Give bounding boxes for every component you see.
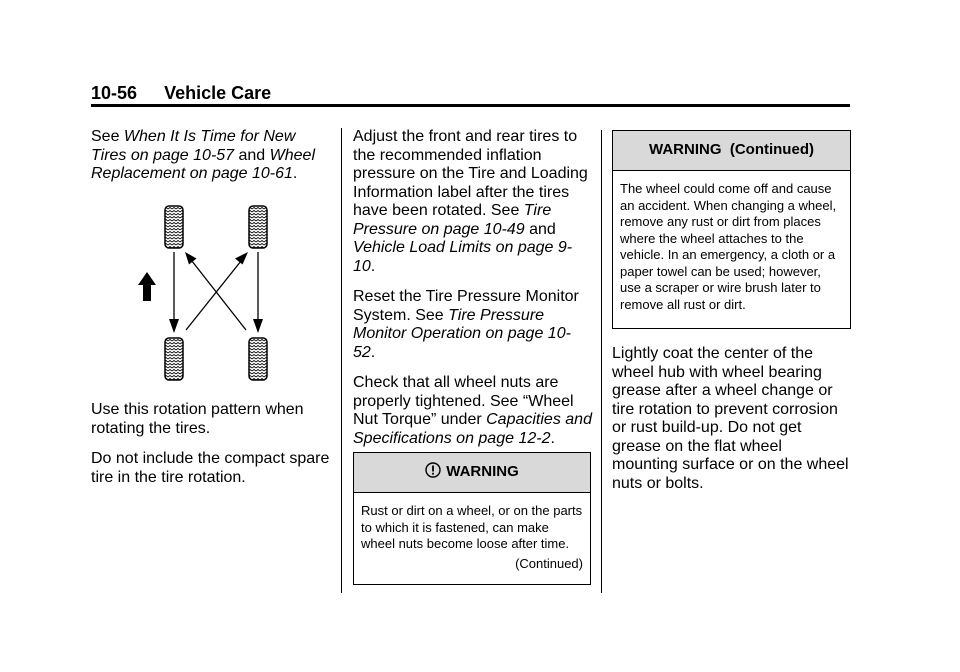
cross-reference: Tire Pressure Monitor Operation on page 10-52 (353, 306, 571, 361)
warning-header (613, 131, 850, 171)
paragraph (353, 374, 593, 448)
warning-box-continued (612, 130, 851, 329)
column-1 (91, 128, 331, 196)
text: . (292, 165, 298, 182)
warning-text: The wheel could come off and cause an accident. When changing a wheel, remove any rust or dirt from places where the wheel attaches to the vehicle. In an emergency, a cloth or a paper towel can be used; however, use a scraper or wire brush later to remove all rust or dirt. (620, 181, 837, 312)
warning-title: WARNING (Continued) (649, 141, 814, 159)
column-divider (601, 130, 602, 593)
text: and (524, 220, 556, 238)
cross-reference: Tire Pressure on page 10-49 (353, 202, 552, 238)
header-rule (91, 104, 850, 107)
text: . (370, 343, 376, 361)
paragraph: Do not include the compact spare tire in the tire rotation. (91, 450, 330, 486)
page-number: 10-56 (91, 83, 138, 103)
forward-arrow-icon (138, 272, 156, 301)
page-header (91, 83, 271, 104)
paragraph (353, 128, 593, 276)
text: See (91, 128, 124, 145)
continued-label: (Continued) (515, 555, 583, 571)
warning-title: WARNING (446, 463, 519, 481)
warning-body (613, 171, 850, 319)
text: Adjust the front and rear tires to the recommended inflation pressure on the Tire and Loading Information label after the tires have been rotated. See (353, 128, 588, 219)
tire-rotation-diagram (128, 198, 294, 388)
warning-box (353, 452, 591, 585)
text: and (234, 146, 270, 164)
text: Reset the Tire Pressure Monitor System. See (353, 288, 579, 324)
warning-body (354, 493, 590, 578)
cross-reference: Wheel Replacement on page 10-61 (91, 146, 316, 182)
paragraph: Lightly coat the center of the wheel hub with wheel bearing grease after a wheel change or tire rotation to prevent corrosion or rust build-up. Do not get grease on the flat wheel mounting surface or on the wheel nuts or bolts. (612, 345, 849, 492)
arrow-icon (185, 252, 246, 330)
cross-reference: When It Is Time for New Tires on page 10-57 (91, 128, 296, 164)
tire-icon (165, 206, 183, 248)
arrow-icon (186, 252, 248, 330)
paragraph (353, 288, 593, 362)
arrow-icon (253, 252, 263, 333)
cross-reference: Capacities and Specifications on page 12-2 (353, 411, 592, 447)
cross-reference: Vehicle Load Limits on page 9-10 (353, 239, 573, 275)
text: . (550, 429, 555, 447)
text: Check that all wheel nuts are properly tightened. See “Wheel Nut Torque” under (353, 374, 574, 428)
warning-text: Rust or dirt on a wheel, or on the parts to which it is fastened, can make wheel nuts become loose after time. (361, 503, 583, 551)
rotation-pattern-svg (128, 198, 294, 388)
paragraph-see-refs (91, 128, 331, 184)
tire-icon (249, 206, 267, 248)
paragraph: Use this rotation pattern when rotating the tires. (91, 401, 304, 437)
arrow-icon (169, 252, 179, 333)
column-1-lower (91, 401, 331, 499)
column-divider (341, 128, 342, 593)
tire-icon (249, 338, 267, 380)
text: . (370, 257, 376, 275)
warning-header (354, 453, 590, 493)
warning-icon (425, 462, 441, 483)
section-title: Vehicle Care (164, 83, 272, 103)
tire-icon (165, 338, 183, 380)
column-2 (353, 128, 593, 460)
column-3 (612, 345, 852, 505)
